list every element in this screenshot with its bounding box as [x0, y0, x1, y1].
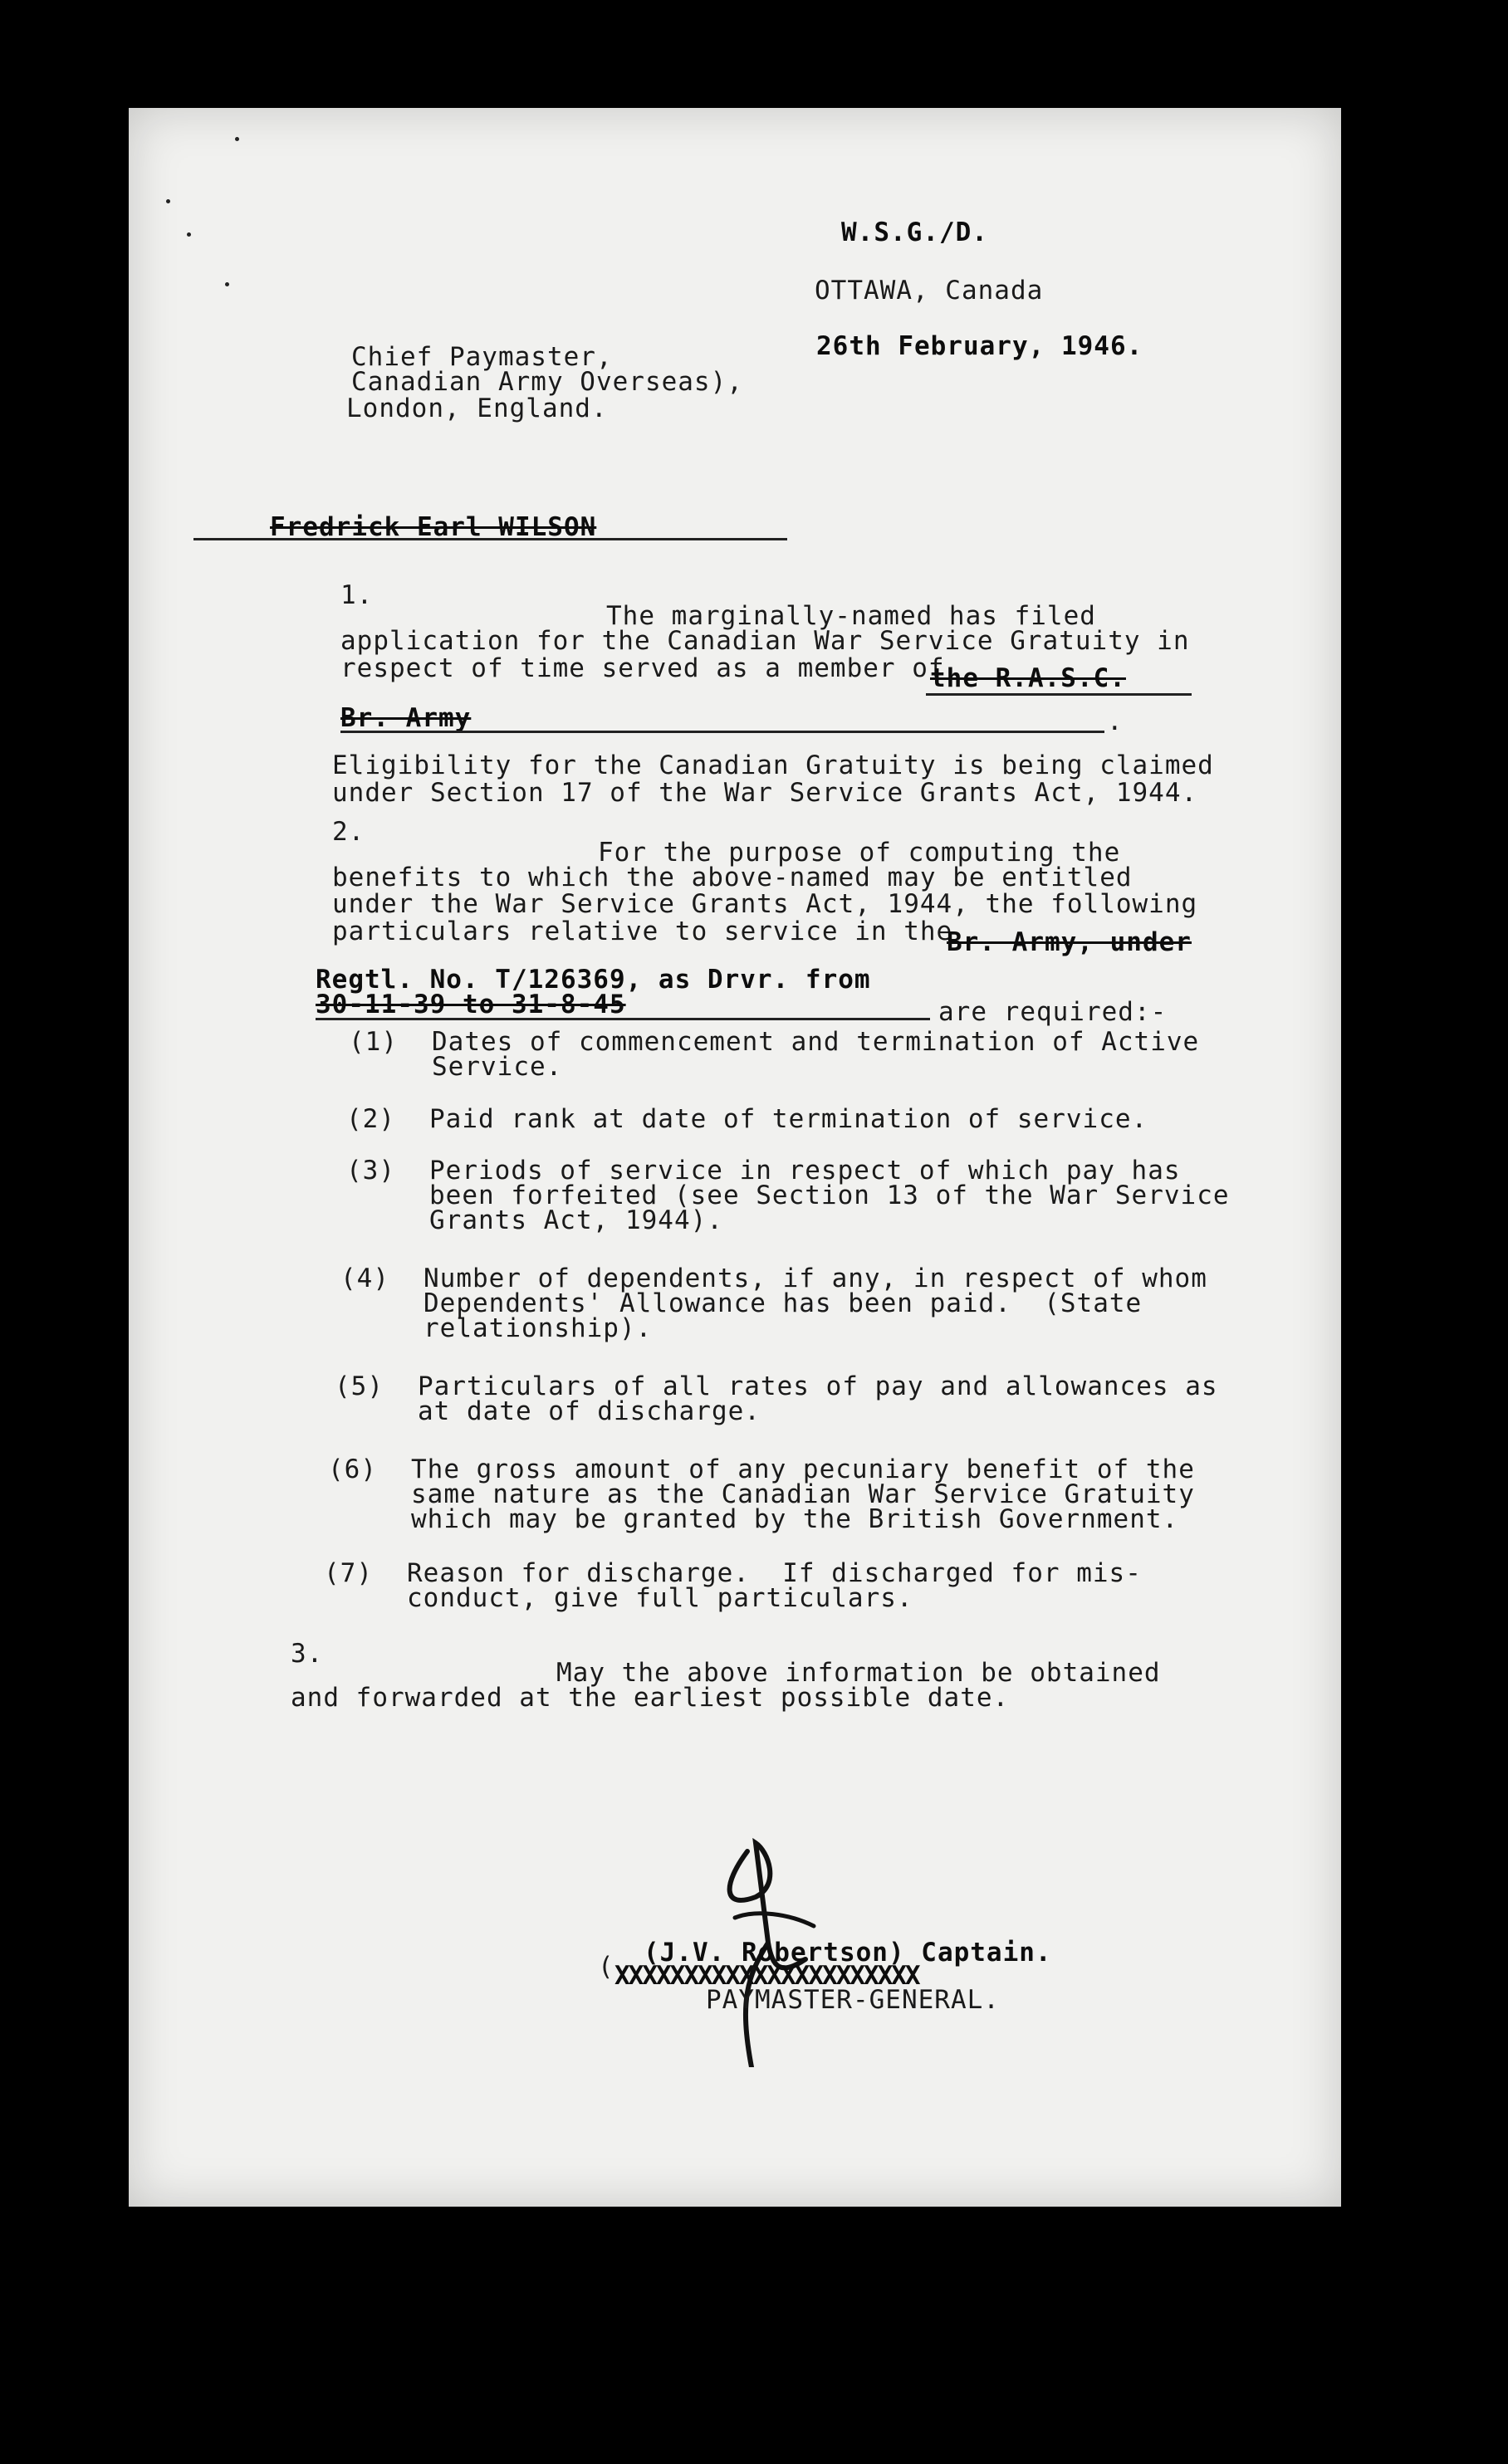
paper-speck [235, 137, 239, 141]
item-number: (3) [346, 1156, 395, 1186]
item-number: (2) [346, 1104, 395, 1134]
item-text: Paid rank at date of termination of service. [429, 1104, 1148, 1134]
para1-fill-period: . [1107, 706, 1124, 736]
para2-fill-army: Br. Army, under [947, 927, 1192, 957]
para2-line-3: under the War Service Grants Act, 1944, the following [332, 889, 1198, 919]
para1-fill-line-1 [926, 693, 1192, 696]
place: OTTAWA, Canada [815, 276, 1044, 306]
item-number: (1) [349, 1027, 398, 1057]
para2-line-2: benefits to which the above-named may be entitled [332, 863, 1133, 892]
item-text: Reason for discharge. If discharged for mis- conduct, give full particulars. [407, 1558, 1142, 1613]
item-text: Particulars of all rates of pay and allowances as at date of discharge. [418, 1371, 1218, 1426]
item-text: Periods of service in respect of which pay has been forfeited (see Section 13 of the War Service Grants Act, 1944). [429, 1156, 1230, 1235]
signature-open-paren: ( [598, 1952, 614, 1982]
para1-line-5: under Section 17 of the War Service Grants Act, 1944. [332, 778, 1198, 808]
letter-date: 26th February, 1946. [816, 331, 1143, 361]
signatory-title: PAYMASTER-GENERAL. [706, 1985, 1000, 2015]
item-text: The gross amount of any pecuniary benefit of the same nature as the Canadian War Service Gratuity which may be granted by the British Government. [411, 1454, 1195, 1534]
addressee-line-2: Canadian Army Overseas), [351, 367, 743, 397]
para2-fill-line [316, 1018, 930, 1020]
addressee-line-3: London, England. [346, 394, 608, 423]
paper-speck [187, 232, 191, 237]
para3-number: 3. [291, 1639, 324, 1669]
para2-fill-dates: 30-11-39 to 31-8-45 [316, 990, 626, 1019]
paper-speck [166, 199, 170, 203]
para2-line-4: particulars relative to service in the [332, 917, 953, 946]
para1-fill-unit: the R.A.S.C. [930, 663, 1126, 693]
para1-fill-line-2 [340, 731, 1104, 733]
struck-line: XXXXXXXXXXXXXXXXXXXXXX [614, 1961, 919, 1991]
para1-line-3: respect of time served as a member of [340, 653, 945, 683]
para2-line-1: For the purpose of computing the [598, 838, 1121, 868]
paper-speck [225, 282, 229, 286]
file-reference: W.S.G./D. [841, 218, 988, 247]
para3-line-2: and forwarded at the earliest possible date. [291, 1683, 1010, 1713]
para1-line-4: Eligibility for the Canadian Gratuity is being claimed [332, 750, 1214, 780]
signatory-name: (J.V. Robertson) Captain. [644, 1938, 1052, 1968]
para1-number: 1. [340, 580, 374, 610]
document-page [129, 108, 1341, 2207]
addressee-line-1: Chief Paymaster, [351, 342, 613, 372]
para2-line-5: are required:- [938, 997, 1168, 1027]
para1-line-2: application for the Canadian War Service Gratuity in [340, 626, 1190, 656]
item-text: Dates of commencement and termination of Active Service. [432, 1027, 1200, 1082]
name-underline [193, 538, 787, 540]
item-number: (5) [335, 1371, 384, 1401]
para1-line-1: The marginally-named has filed [606, 601, 1096, 631]
item-number: (4) [340, 1264, 389, 1293]
marginal-name: Fredrick Earl WILSON [270, 512, 597, 542]
item-number: (6) [328, 1454, 377, 1484]
item-text: Number of dependents, if any, in respect of whom Dependents' Allowance has been paid. (State relationship). [424, 1264, 1207, 1343]
para1-fill-army: Br. Army [340, 703, 472, 733]
para2-fill-regtl: Regtl. No. T/126369, as Drvr. from [316, 965, 871, 995]
item-number: (7) [324, 1558, 373, 1588]
para3-line-1: May the above information be obtained [556, 1658, 1161, 1688]
para2-number: 2. [332, 817, 365, 847]
